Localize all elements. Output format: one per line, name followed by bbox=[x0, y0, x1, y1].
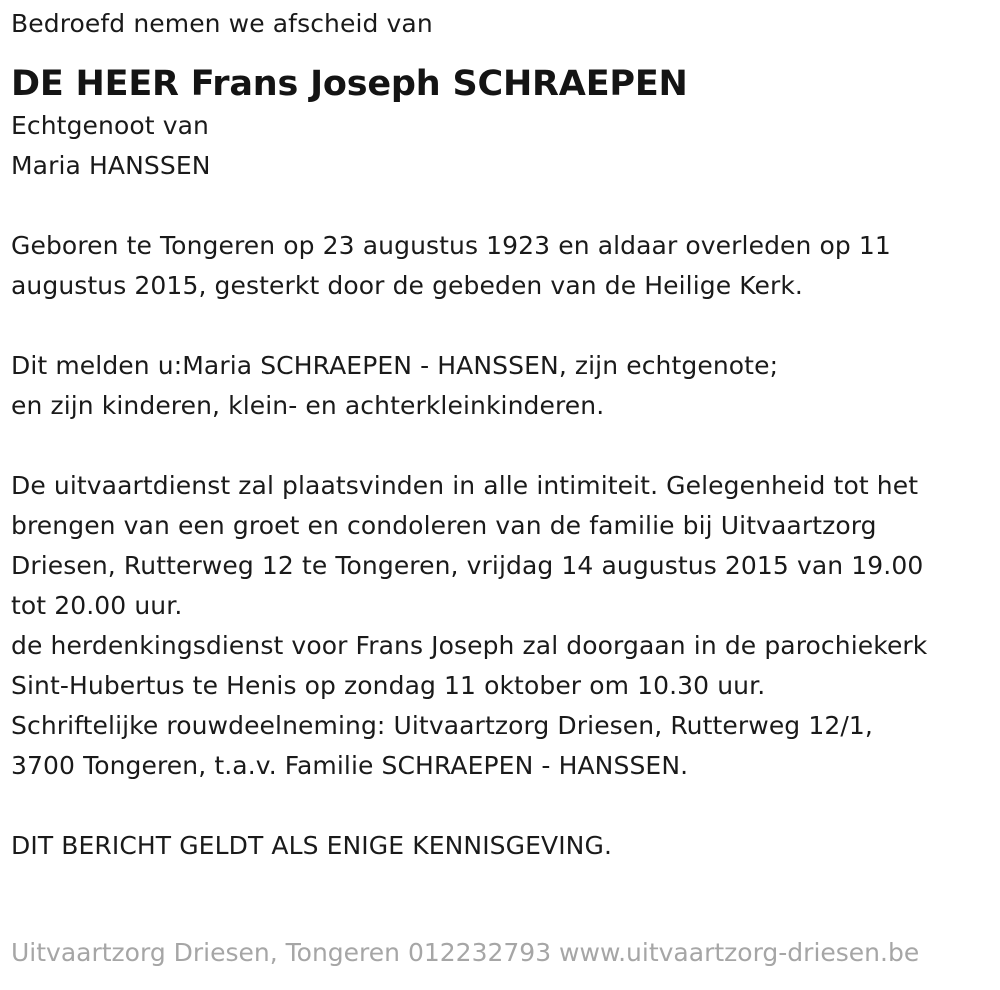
intro-text: Bedroefd nemen we afscheid van bbox=[11, 9, 433, 38]
service-line: Driesen, Rutterweg 12 te Tongeren, vrijdag 14 augustus 2015 van 19.00 bbox=[11, 551, 924, 580]
spacer bbox=[11, 306, 991, 346]
funeral-home-footer: Uitvaartzorg Driesen, Tongeren 012232793 www.uitvaartzorg-driesen.be bbox=[11, 938, 920, 967]
announcers-line: Dit melden u:Maria SCHRAEPEN - HANSSEN, zijn echtgenote; bbox=[11, 351, 779, 380]
closing-statement: DIT BERICHT GELDT ALS ENIGE KENNISGEVING. bbox=[11, 831, 612, 860]
announcers-line: en zijn kinderen, klein- en achterkleinkinderen. bbox=[11, 391, 605, 420]
spouse-name: Maria HANSSEN bbox=[11, 151, 211, 180]
service-line: tot 20.00 uur. bbox=[11, 591, 183, 620]
spacer bbox=[11, 786, 991, 826]
spacer bbox=[11, 426, 991, 466]
service-line: De uitvaartdienst zal plaatsvinden in alle intimiteit. Gelegenheid tot het bbox=[11, 471, 919, 500]
birth-death-line: augustus 2015, gesterkt door de gebeden van de Heilige Kerk. bbox=[11, 271, 803, 300]
birth-death-line: Geboren te Tongeren op 23 augustus 1923 en aldaar overleden op 11 bbox=[11, 231, 891, 260]
death-notice bbox=[11, 4, 991, 866]
spacer bbox=[11, 186, 991, 226]
spouse-label: Echtgenoot van bbox=[11, 111, 209, 140]
service-line: Schriftelijke rouwdeelneming: Uitvaartzorg Driesen, Rutterweg 12/1, bbox=[11, 711, 873, 740]
deceased-name: DE HEER Frans Joseph SCHRAEPEN bbox=[11, 64, 688, 104]
service-line: brengen van een groet en condoleren van de familie bij Uitvaartzorg bbox=[11, 511, 877, 540]
service-line: Sint-Hubertus te Henis op zondag 11 oktober om 10.30 uur. bbox=[11, 671, 766, 700]
service-line: 3700 Tongeren, t.a.v. Familie SCHRAEPEN - HANSSEN. bbox=[11, 751, 689, 780]
service-line: de herdenkingsdienst voor Frans Joseph zal doorgaan in de parochiekerk bbox=[11, 631, 928, 660]
